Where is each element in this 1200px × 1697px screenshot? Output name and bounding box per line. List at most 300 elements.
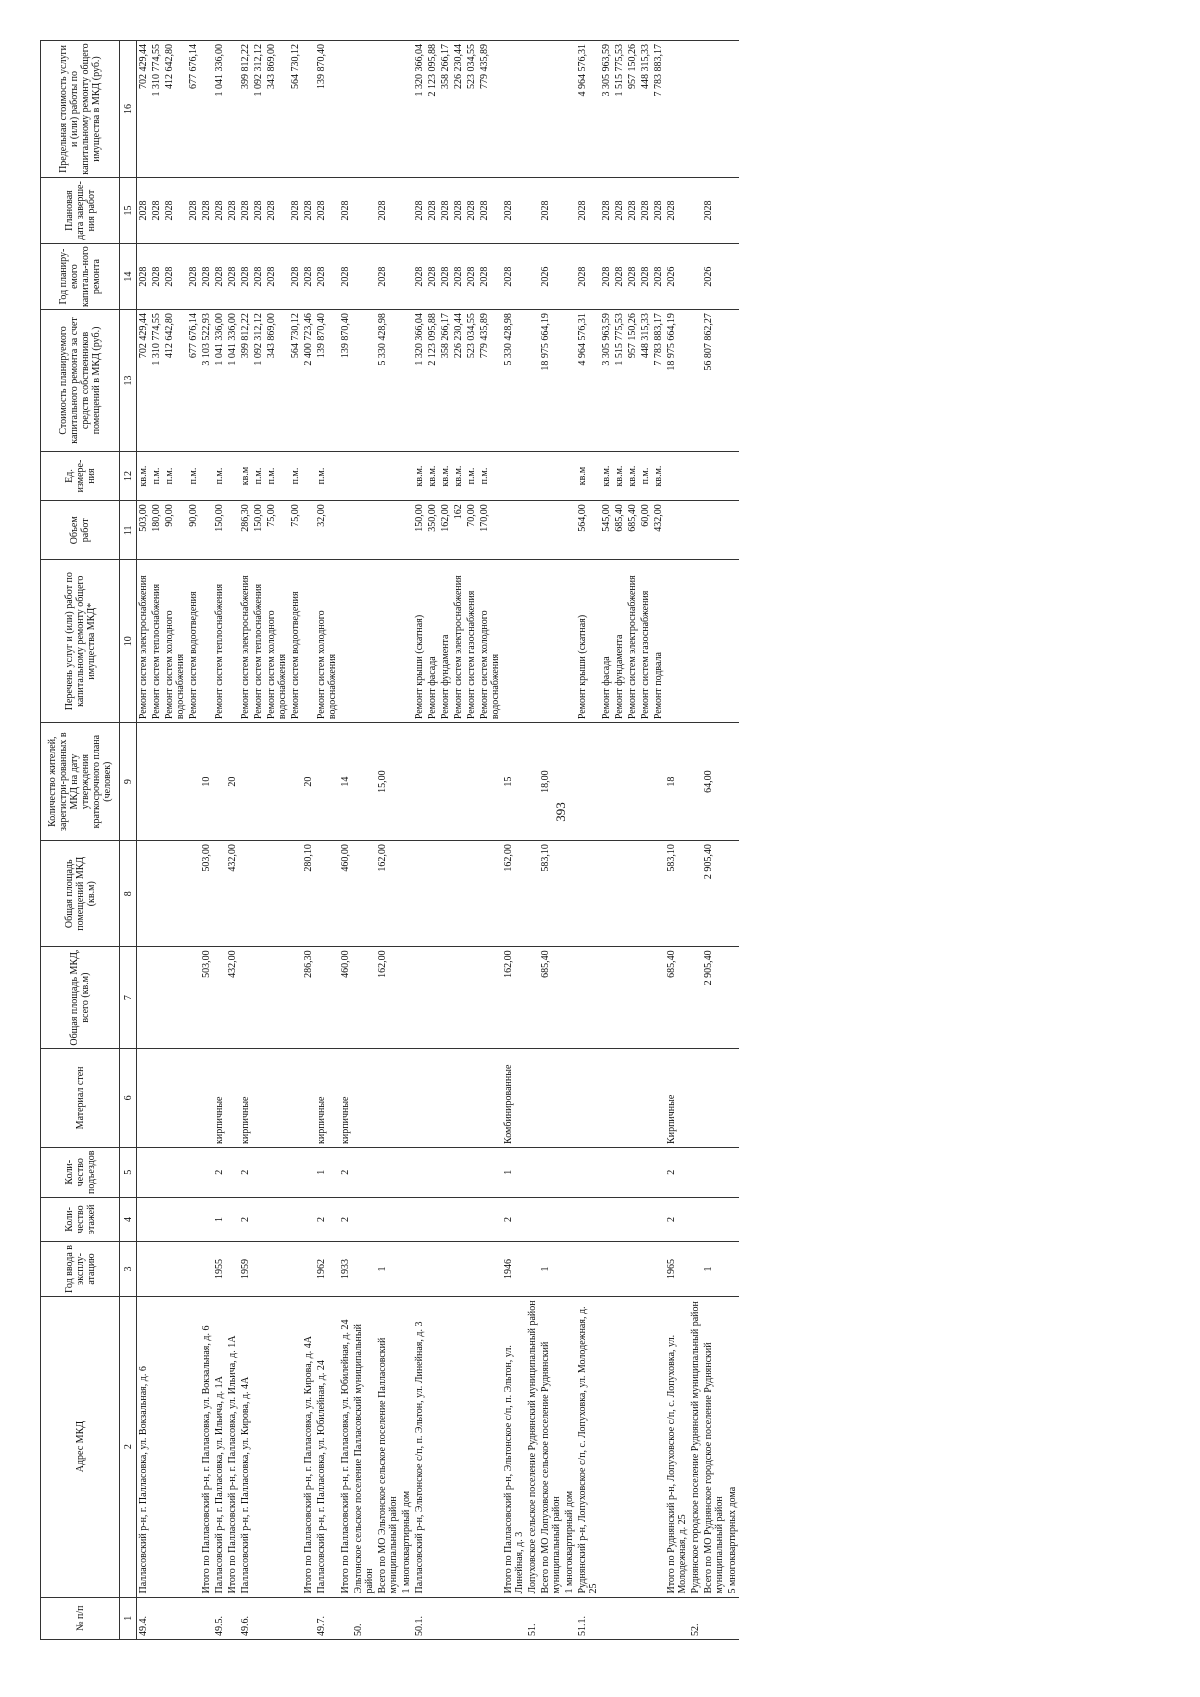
table-cell bbox=[702, 1197, 726, 1242]
table-cell: 2028 bbox=[413, 244, 426, 310]
table-cell: 5 330 428,98 bbox=[376, 310, 400, 452]
table-cell bbox=[226, 501, 239, 560]
table-cell: 18 975 664,19 bbox=[665, 310, 689, 452]
table-cell: п.м. bbox=[465, 451, 478, 501]
table-cell: 51. bbox=[526, 1597, 539, 1639]
table-cell: 280,10 bbox=[302, 841, 315, 947]
table-cell: 1 515 775,53 bbox=[613, 310, 626, 452]
table-cell bbox=[452, 841, 465, 947]
table-cell: 2028 bbox=[600, 244, 613, 310]
table-cell bbox=[137, 1147, 151, 1197]
table-cell bbox=[289, 947, 302, 1048]
table-cell bbox=[526, 244, 539, 310]
table-cell bbox=[137, 1048, 151, 1147]
table-cell: 1 bbox=[539, 1242, 563, 1296]
table-cell bbox=[652, 723, 665, 841]
table-cell: Ремонт систем холодного водоснабжения bbox=[265, 560, 289, 723]
table-cell bbox=[352, 1147, 376, 1197]
table-cell bbox=[187, 1296, 200, 1597]
table-cell bbox=[689, 501, 702, 560]
column-header: Количество жителей, зарегистри-рованных в МКД на дату утверждения краткосрочного плана (человек) bbox=[41, 723, 120, 841]
table-cell: 49.7. bbox=[315, 1597, 339, 1639]
table-cell: 2 bbox=[665, 1147, 689, 1197]
table-cell: 180,00 bbox=[150, 501, 163, 560]
table-row bbox=[426, 41, 439, 1640]
table-cell bbox=[626, 1197, 639, 1242]
table-cell: 162 bbox=[452, 501, 465, 560]
table-cell bbox=[689, 177, 702, 243]
table-cell bbox=[639, 1197, 652, 1242]
table-cell: 2028 bbox=[315, 244, 339, 310]
table-cell: 2028 bbox=[339, 244, 352, 310]
table-cell: 1 bbox=[376, 1242, 400, 1296]
table-cell: 2028 bbox=[426, 244, 439, 310]
table-cell bbox=[665, 560, 689, 723]
table-cell: 685,40 bbox=[613, 501, 626, 560]
table-cell: 2028 bbox=[376, 244, 400, 310]
table-cell bbox=[726, 41, 739, 178]
table-cell: 399 812,22 bbox=[239, 41, 252, 178]
table-cell bbox=[302, 451, 315, 501]
table-cell bbox=[239, 841, 252, 947]
table-cell: 150,00 bbox=[252, 501, 265, 560]
column-number: 13 bbox=[120, 310, 137, 452]
table-cell bbox=[400, 1242, 413, 1296]
table-cell: 432,00 bbox=[652, 501, 665, 560]
table-cell bbox=[163, 1597, 187, 1639]
table-cell: 2028 bbox=[187, 244, 200, 310]
table-row bbox=[265, 41, 289, 1640]
table-cell bbox=[563, 244, 576, 310]
table-cell: 2028 bbox=[439, 177, 452, 243]
table-cell: 564 730,12 bbox=[289, 310, 302, 452]
table-cell bbox=[400, 1197, 413, 1242]
page-number: 393 bbox=[553, 802, 568, 822]
table-cell bbox=[563, 41, 576, 178]
table-cell: п.м. bbox=[315, 451, 339, 501]
table-cell: Итого по Палласовский р-н, г. Палласовка, ул. Юбилейная, д. 24 bbox=[339, 1296, 352, 1597]
table-cell bbox=[239, 947, 252, 1048]
table-cell bbox=[563, 723, 576, 841]
table-cell bbox=[539, 560, 563, 723]
table-cell bbox=[465, 1197, 478, 1242]
table-cell bbox=[376, 1147, 400, 1197]
table-cell bbox=[576, 1048, 600, 1147]
table-cell: 2028 bbox=[289, 244, 302, 310]
table-cell: 1 bbox=[702, 1242, 726, 1296]
table-cell bbox=[626, 1242, 639, 1296]
table-cell bbox=[289, 1242, 302, 1296]
table-cell: 2028 bbox=[478, 177, 502, 243]
table-row bbox=[702, 41, 726, 1640]
table-cell: 1 515 775,53 bbox=[613, 41, 626, 178]
table-cell bbox=[226, 560, 239, 723]
table-cell bbox=[726, 841, 739, 947]
table-cell bbox=[200, 451, 213, 501]
table-row bbox=[163, 41, 187, 1640]
table-cell bbox=[265, 841, 289, 947]
column-header: Предельная стоимость услуги и (или) работы по капитальному ремонту общего имущества в МКД (руб.) bbox=[41, 41, 120, 178]
table-cell bbox=[163, 1296, 187, 1597]
table-cell bbox=[339, 451, 352, 501]
table-cell bbox=[376, 1597, 400, 1639]
table-row bbox=[302, 41, 315, 1640]
table-cell bbox=[526, 177, 539, 243]
table-cell: 5 330 428,98 bbox=[502, 310, 526, 452]
table-cell: 2 bbox=[502, 1197, 526, 1242]
table-cell: Ремонт систем холодного водоснабжения bbox=[478, 560, 502, 723]
table-cell: 432,00 bbox=[226, 947, 239, 1048]
table-cell bbox=[539, 1147, 563, 1197]
table-cell bbox=[187, 1147, 200, 1197]
table-cell bbox=[626, 1597, 639, 1639]
table-cell: кв.м. bbox=[413, 451, 426, 501]
table-cell: Итого по Палласовский р-н, Эльтонское с/п, п. Эльтон, ул. Линейная, д. 3 bbox=[502, 1296, 526, 1597]
table-cell: 1 092 312,12 bbox=[252, 41, 265, 178]
table-cell: 2028 bbox=[626, 177, 639, 243]
table-row bbox=[478, 41, 502, 1640]
table-cell: 779 435,89 bbox=[478, 310, 502, 452]
table-cell: 70,00 bbox=[465, 501, 478, 560]
table-cell: 677 676,14 bbox=[187, 310, 200, 452]
table-cell: 162,00 bbox=[439, 501, 452, 560]
table-cell: 1 многоквартирный дом bbox=[563, 1296, 576, 1597]
table-cell bbox=[187, 1048, 200, 1147]
table-cell: Ремонт систем водоотведения bbox=[187, 560, 200, 723]
table-cell bbox=[563, 1048, 576, 1147]
column-header: Материал стен bbox=[41, 1048, 120, 1147]
table-cell: 2028 bbox=[252, 244, 265, 310]
table-cell bbox=[600, 723, 613, 841]
table-cell bbox=[352, 244, 376, 310]
table-cell bbox=[563, 310, 576, 452]
table-cell: 3 305 963,59 bbox=[600, 310, 613, 452]
table-cell bbox=[426, 1048, 439, 1147]
table-cell: 1 320 366,04 bbox=[413, 310, 426, 452]
table-row bbox=[352, 41, 376, 1640]
table-cell: 2 400 723,46 bbox=[302, 310, 315, 452]
table-cell: Руднянский р-н, Лопуховское с/п, с. Лопуховка, ул. Молодежная, д. 25 bbox=[576, 1296, 600, 1597]
table-cell: 2028 bbox=[639, 244, 652, 310]
table-cell bbox=[187, 947, 200, 1048]
table-cell: п.м. bbox=[265, 451, 289, 501]
table-cell bbox=[200, 501, 213, 560]
table-cell bbox=[239, 723, 252, 841]
table-cell: 1 041 336,00 bbox=[213, 310, 226, 452]
column-number: 9 bbox=[120, 723, 137, 841]
table-cell: 1 092 312,12 bbox=[252, 310, 265, 452]
table-cell: 90,00 bbox=[163, 501, 187, 560]
table-cell bbox=[226, 1197, 239, 1242]
table-cell: 10 bbox=[200, 723, 213, 841]
table-cell bbox=[213, 947, 226, 1048]
table-cell: 75,00 bbox=[265, 501, 289, 560]
table-cell: Ремонт фундамента bbox=[439, 560, 452, 723]
table-cell bbox=[726, 177, 739, 243]
table-cell bbox=[226, 451, 239, 501]
table-cell bbox=[726, 1242, 739, 1296]
table-cell bbox=[439, 1597, 452, 1639]
table-cell bbox=[452, 947, 465, 1048]
table-cell bbox=[726, 947, 739, 1048]
table-cell: 1 bbox=[502, 1147, 526, 1197]
table-cell: 226 230,44 bbox=[452, 41, 465, 178]
table-cell: 2028 bbox=[239, 244, 252, 310]
table-cell bbox=[439, 1197, 452, 1242]
table-cell: 139 870,40 bbox=[315, 41, 339, 178]
table-cell bbox=[163, 841, 187, 947]
table-cell bbox=[150, 947, 163, 1048]
table-cell: п.м. bbox=[289, 451, 302, 501]
table-cell: Ремонт крыши (скатная) bbox=[413, 560, 426, 723]
table-cell bbox=[563, 1147, 576, 1197]
header-row bbox=[41, 41, 120, 1640]
table-cell bbox=[400, 723, 413, 841]
table-cell: 1933 bbox=[339, 1242, 352, 1296]
table-cell bbox=[726, 310, 739, 452]
table-row bbox=[239, 41, 252, 1640]
table-cell bbox=[289, 1197, 302, 1242]
table-cell bbox=[502, 451, 526, 501]
table-cell bbox=[526, 560, 539, 723]
table-cell: 2026 bbox=[702, 244, 726, 310]
table-row bbox=[665, 41, 689, 1640]
table-cell: 685,40 bbox=[665, 947, 689, 1048]
table-cell bbox=[439, 1147, 452, 1197]
table-cell bbox=[400, 177, 413, 243]
table-row bbox=[187, 41, 200, 1640]
table-cell bbox=[187, 841, 200, 947]
table-cell bbox=[376, 1048, 400, 1147]
table-cell bbox=[200, 1048, 213, 1147]
table-cell: Ремонт систем теплоснабжения bbox=[213, 560, 226, 723]
table-cell: 2028 bbox=[626, 244, 639, 310]
table-cell: 2028 bbox=[302, 244, 315, 310]
table-cell: 399 812,22 bbox=[239, 310, 252, 452]
table-cell: 523 034,55 bbox=[465, 41, 478, 178]
table-cell: Ремонт систем электроснабжения bbox=[452, 560, 465, 723]
table-cell bbox=[315, 723, 339, 841]
table-cell bbox=[426, 723, 439, 841]
table-row bbox=[413, 41, 426, 1640]
table-cell bbox=[652, 1147, 665, 1197]
table-cell: 448 315,33 bbox=[639, 310, 652, 452]
column-number: 5 bbox=[120, 1147, 137, 1197]
table-cell bbox=[452, 723, 465, 841]
table-cell bbox=[465, 1147, 478, 1197]
table-cell bbox=[600, 947, 613, 1048]
table-cell: 2028 bbox=[502, 244, 526, 310]
table-row bbox=[289, 41, 302, 1640]
table-cell: кв.м bbox=[576, 451, 600, 501]
table-cell: Всего по МО Лопуховское сельское поселение Руднянский муниципальный район bbox=[539, 1296, 563, 1597]
table-cell bbox=[413, 1242, 426, 1296]
table-cell bbox=[265, 1242, 289, 1296]
table-cell: 18 bbox=[665, 723, 689, 841]
table-cell bbox=[252, 841, 265, 947]
table-cell bbox=[352, 947, 376, 1048]
table-cell bbox=[576, 1197, 600, 1242]
table-cell: 2028 bbox=[652, 244, 665, 310]
table-cell bbox=[526, 723, 539, 841]
table-cell bbox=[613, 841, 626, 947]
table-cell bbox=[600, 1197, 613, 1242]
table-cell bbox=[726, 501, 739, 560]
table-cell bbox=[465, 1597, 478, 1639]
table-cell bbox=[352, 560, 376, 723]
table-cell bbox=[265, 1147, 289, 1197]
table-row bbox=[400, 41, 413, 1640]
table-cell bbox=[689, 41, 702, 178]
column-number: 7 bbox=[120, 947, 137, 1048]
table-cell bbox=[639, 1048, 652, 1147]
table-cell: 564,00 bbox=[576, 501, 600, 560]
table-cell: кв.м. bbox=[452, 451, 465, 501]
table-cell: 139 870,40 bbox=[315, 310, 339, 452]
table-cell: Кирпичные bbox=[665, 1048, 689, 1147]
table-cell: 503,00 bbox=[200, 947, 213, 1048]
table-cell bbox=[613, 947, 626, 1048]
table-cell bbox=[652, 841, 665, 947]
table-cell bbox=[613, 1197, 626, 1242]
column-header: Стоимость планируемого капитального ремонта за счет средств собственников помещений в МКД (руб.) bbox=[41, 310, 120, 452]
table-cell bbox=[576, 947, 600, 1048]
table-row bbox=[652, 41, 665, 1640]
table-cell bbox=[576, 1147, 600, 1197]
table-cell bbox=[400, 947, 413, 1048]
table-cell: п.м. bbox=[150, 451, 163, 501]
table-cell: п.м. bbox=[163, 451, 187, 501]
table-cell: 139 870,40 bbox=[339, 310, 352, 452]
table-cell bbox=[526, 1197, 539, 1242]
table-cell bbox=[439, 841, 452, 947]
table-cell: 1 310 774,55 bbox=[150, 310, 163, 452]
table-cell bbox=[339, 501, 352, 560]
table-cell: Всего по МО Руднянское городское поселение Руднянский муниципальный район bbox=[702, 1296, 726, 1597]
table-cell bbox=[289, 1048, 302, 1147]
table-cell bbox=[613, 1147, 626, 1197]
table-cell: 2026 bbox=[665, 244, 689, 310]
table-cell bbox=[302, 1242, 315, 1296]
table-cell: 2028 bbox=[150, 177, 163, 243]
table-cell: 2028 bbox=[702, 177, 726, 243]
table-body bbox=[137, 41, 740, 1640]
table-cell bbox=[639, 1147, 652, 1197]
table-cell: 2028 bbox=[187, 177, 200, 243]
table-cell bbox=[137, 723, 151, 841]
table-cell bbox=[213, 841, 226, 947]
table-cell: Палласовский р-н, г. Палласовка, ул. Юбилейная, д. 24 bbox=[315, 1296, 339, 1597]
table-cell bbox=[689, 947, 702, 1048]
table-cell: 343 869,00 bbox=[265, 41, 289, 178]
table-cell bbox=[563, 501, 576, 560]
table-cell bbox=[150, 1048, 163, 1147]
table-cell bbox=[400, 1048, 413, 1147]
table-cell bbox=[302, 1197, 315, 1242]
table-cell: 2028 bbox=[376, 177, 400, 243]
table-cell: Ремонт систем электроснабжения bbox=[626, 560, 639, 723]
table-cell bbox=[439, 947, 452, 1048]
table-cell: 2 905,40 bbox=[702, 947, 726, 1048]
table-cell bbox=[665, 1597, 689, 1639]
table-cell: кв.м. bbox=[626, 451, 639, 501]
column-header: Адрес МКД bbox=[41, 1296, 120, 1597]
table-cell bbox=[289, 1296, 302, 1597]
table-cell bbox=[563, 560, 576, 723]
table-cell: 2028 bbox=[302, 177, 315, 243]
table-cell bbox=[200, 1147, 213, 1197]
table-cell: 2028 bbox=[252, 177, 265, 243]
column-number: 8 bbox=[120, 841, 137, 947]
table-cell bbox=[613, 1296, 626, 1597]
table-cell: 2028 bbox=[452, 244, 465, 310]
table-cell bbox=[163, 723, 187, 841]
table-cell: 2028 bbox=[137, 244, 151, 310]
table-row bbox=[213, 41, 226, 1640]
table-cell: 702 429,44 bbox=[137, 41, 151, 178]
table-row bbox=[315, 41, 339, 1640]
table-cell bbox=[502, 1597, 526, 1639]
table-cell: Ремонт систем теплоснабжения bbox=[150, 560, 163, 723]
table-cell bbox=[413, 1147, 426, 1197]
table-cell bbox=[252, 1597, 265, 1639]
table-cell bbox=[352, 501, 376, 560]
table-cell bbox=[726, 244, 739, 310]
table-cell: кв.м. bbox=[652, 451, 665, 501]
rotated-table-container bbox=[40, 40, 1160, 1640]
table-cell bbox=[478, 1048, 502, 1147]
table-cell: 50.1. bbox=[413, 1597, 426, 1639]
table-cell bbox=[187, 1242, 200, 1296]
table-cell: п.м. bbox=[478, 451, 502, 501]
table-cell: 1 041 336,00 bbox=[226, 310, 239, 452]
table-cell bbox=[289, 1147, 302, 1197]
table-cell bbox=[613, 1242, 626, 1296]
table-cell: Итого по Палласовский р-н, г. Палласовка, ул. Ильича, д. 1А bbox=[226, 1296, 239, 1597]
column-header: Коли-чество подъездов bbox=[41, 1147, 120, 1197]
table-cell: Лопуховское сельское поселение Руднянский муниципальный район bbox=[526, 1296, 539, 1597]
table-cell: 162,00 bbox=[376, 947, 400, 1048]
table-cell bbox=[539, 1197, 563, 1242]
table-cell: кирпичные bbox=[213, 1048, 226, 1147]
column-header: Год ввода в эксплу-атацию bbox=[41, 1242, 120, 1296]
table-cell bbox=[400, 1597, 413, 1639]
table-cell: 2028 bbox=[200, 177, 213, 243]
column-number: 12 bbox=[120, 451, 137, 501]
table-cell bbox=[600, 1242, 613, 1296]
table-cell bbox=[526, 310, 539, 452]
table-cell bbox=[137, 947, 151, 1048]
table-cell: 2028 bbox=[339, 177, 352, 243]
table-row bbox=[600, 41, 613, 1640]
table-cell: 1965 bbox=[665, 1242, 689, 1296]
table-cell: 432,00 bbox=[226, 841, 239, 947]
table-cell bbox=[376, 1197, 400, 1242]
table-row bbox=[200, 41, 213, 1640]
table-cell bbox=[400, 501, 413, 560]
table-cell bbox=[400, 310, 413, 452]
table-cell bbox=[665, 501, 689, 560]
table-cell bbox=[563, 947, 576, 1048]
table-cell: 32,00 bbox=[315, 501, 339, 560]
table-cell: 90,00 bbox=[187, 501, 200, 560]
table-cell bbox=[426, 947, 439, 1048]
table-cell bbox=[426, 1147, 439, 1197]
table-row bbox=[226, 41, 239, 1640]
table-cell: 545,00 bbox=[600, 501, 613, 560]
table-cell bbox=[400, 1147, 413, 1197]
table-cell: 412 642,80 bbox=[163, 310, 187, 452]
